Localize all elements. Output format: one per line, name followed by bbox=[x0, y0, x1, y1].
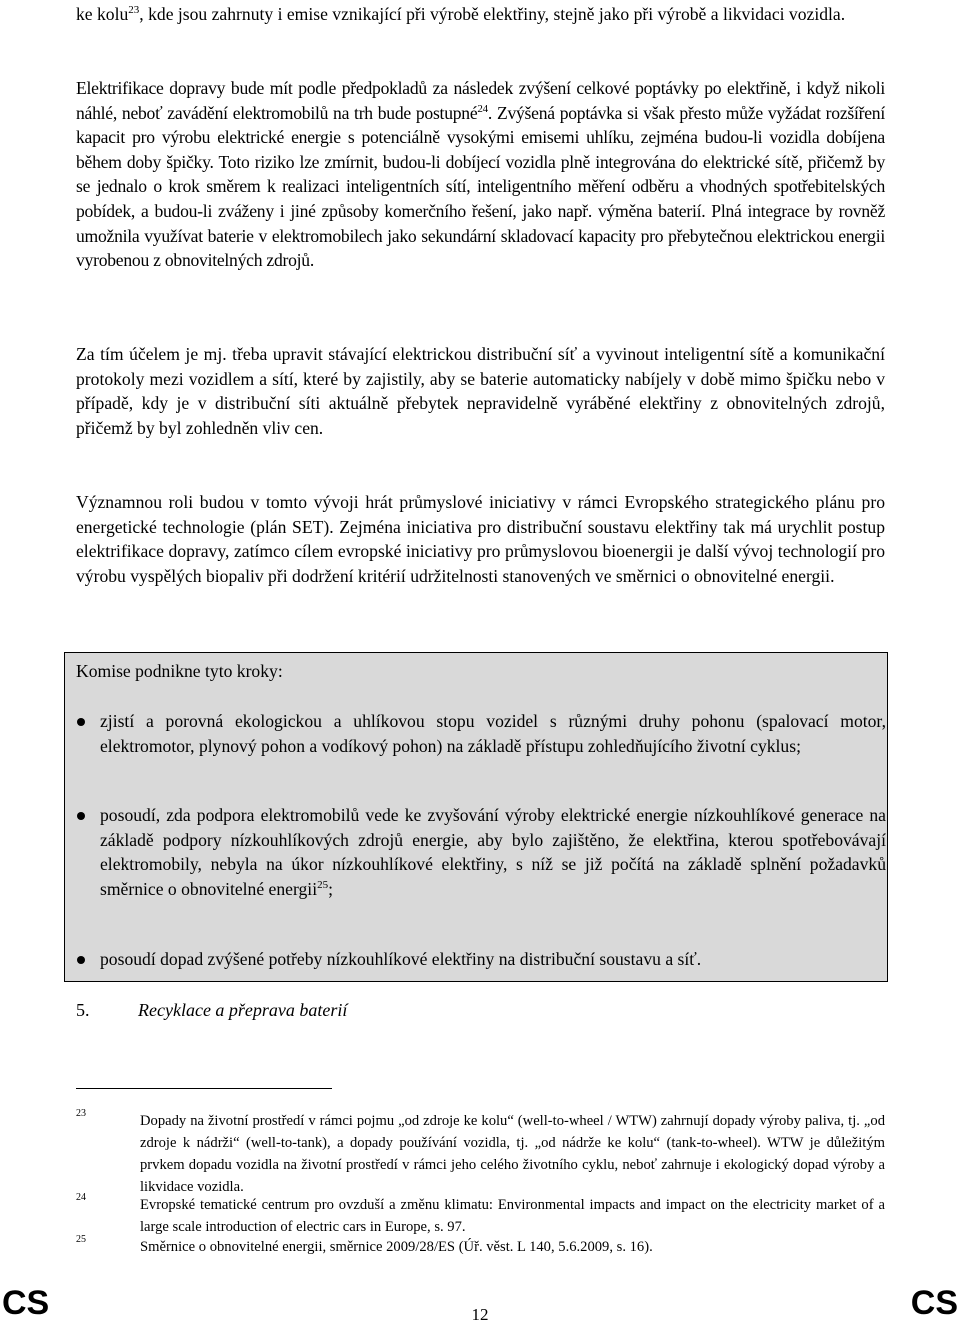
bullet-icon bbox=[77, 718, 85, 726]
section-number: 5. bbox=[76, 1000, 90, 1020]
footnote-divider bbox=[76, 1088, 332, 1089]
text: Elektrifikace dopravy bude mít podle předpokladů za následek zvýšení celkové poptávky po elektřině, i když nikoli náhlé, neboť zavádění elektromobilů na trh bude postupné bbox=[76, 78, 885, 123]
footnote-ref-23[interactable]: 23 bbox=[128, 4, 140, 16]
list-item-text: posoudí, zda podpora elektromobilů vede ke zvyšování výroby elektrické energie nízkouhlíkové generace na základě podpory nízkouhlíkových zdrojů energie, aby bylo zajištěno, že elektřina, kterou spotřebovávají elektromobily, nebyla na úkor nízkouhlíkové elektřiny, s níž se již počítá na základě splnění požadavků směrnice o obnovitelné energii$^{25}$; bbox=[100, 805, 886, 899]
list-item-text: zjistí a porovná ekologickou a uhlíkovou stopu vozidel s různými druhy pohonu (spalovací motor, elektromotor, plynový pohon a vodíkový pohon) na základě přístupu zohledňujícího životní cyklus; bbox=[100, 711, 886, 756]
box-title: Komise podnikne tyto kroky: bbox=[76, 661, 283, 681]
bullet-icon bbox=[77, 812, 85, 820]
text: Významnou roli budou v tomto vývoji hrát průmyslové iniciativy v rámci Evropského strategického plánu pro energetické technologie (plán SET). Zejména iniciativa pro distribuční soustavu elektřiny tak má urychlit postup elektrifikace dopravy, zatímco cílem evropské iniciativy pro průmyslovou bioenergii je další vývoj technologií pro výrobu vyspělých biopaliv při dodržení kritérií udržitelnosti stanovených ve směrnici o obnovitelné energii. bbox=[76, 492, 885, 586]
footnote-text: Evropské tematické centrum pro ovzduší a změnu klimatu: Environmental impacts and impact on the electricity market of a large scale introduction of electric cars in Europe, s. 97. bbox=[140, 1197, 885, 1235]
section-heading bbox=[76, 998, 347, 1022]
footnote-ref-25[interactable]: 25 bbox=[317, 878, 329, 891]
commission-actions-box bbox=[64, 652, 888, 982]
bullet-icon bbox=[77, 956, 85, 964]
language-code-right: CS bbox=[910, 1284, 958, 1322]
footnote-number: 25 bbox=[76, 1234, 86, 1245]
footnote-text: Směrnice o obnovitelné energii, směrnice 2009/28/ES (Úř. věst. L 140, 5.6.2009, s. 16). bbox=[140, 1239, 653, 1255]
text: , kde jsou zahrnuty i emise vznikající při výrobě elektřiny, stejně jako při výrobě a likvidaci vozidla. bbox=[139, 4, 846, 24]
footnote-number: 23 bbox=[76, 1108, 86, 1119]
paragraph-set-plan bbox=[76, 490, 885, 588]
list-item-text: posoudí dopad zvýšené potřeby nízkouhlíkové elektřiny na distribuční soustavu a síť. bbox=[100, 949, 702, 969]
text: Za tím účelem je mj. třeba upravit stávající elektrickou distribuční síť a vyvinout inteligentní sítě a komunikační protokoly mezi vozidlem a sítí, které by zajistily, aby se baterie automaticky nabíjely v době mimo špičku nebo v případě, kdy je v distribuční síti aktuálně přebytek nepravidelně vyráběné elektřiny z obnovitelných zdrojů, přičemž by byl zohledněn vliv cen. bbox=[76, 344, 885, 438]
footnote-ref-24[interactable]: 24 bbox=[477, 102, 488, 115]
footnote-text: Dopady na životní prostředí v rámci pojmu „od zdroje ke kolu“ (well-to-wheel / WTW) zahrnují dopady výroby paliva, tj. „od zdroje k nádrži“ (well-to-tank), a dopady používání vozidla, tj. „od nádrže ke kolu“ (tank-to-wheel). WTW je důležitým prvkem dopadu vozidla na životní prostředí v rámci jeho celého životního cyklu, neboť zahrnuje i ekologický dopad výroby a likvidace vozidla. bbox=[140, 1113, 885, 1195]
language-code-left: CS bbox=[2, 1284, 50, 1322]
section-title: Recyklace a přeprava baterií bbox=[138, 1000, 348, 1020]
text: ke kolu bbox=[76, 4, 129, 24]
page-number: 12 bbox=[471, 1305, 489, 1324]
text: . Zvýšená poptávka si však přesto může vyžádat rozšíření kapacit pro výrobu elektrické energie s potenciálně vysokými emisemi uhlíku, zejména budou-li vozidla dobíjena během doby špičky. Toto riziko lze zmírnit, budou-li dobíjecí vozidla plně integrována do elektrické sítě, přičemž by se jednalo o krok směrem k realizaci inteligentních sítí, inteligentního měření odběru a vhodných spotřebitelských pobídek, a budou-li zváženy i jiné způsoby komerčního řešení, jako např. výměna baterií. Plná integrace by rovněž umožnila využívat baterie v elektromobilech jako sekundární skladovací kapacity pro přebytečnou elektrickou energii vyrobenou z obnovitelných zdrojů. bbox=[76, 102, 885, 271]
paragraph-smart-grids bbox=[76, 342, 885, 440]
footnote-number: 24 bbox=[76, 1192, 86, 1203]
paragraph-electrification bbox=[76, 76, 885, 273]
paragraph-continuation bbox=[76, 2, 885, 27]
